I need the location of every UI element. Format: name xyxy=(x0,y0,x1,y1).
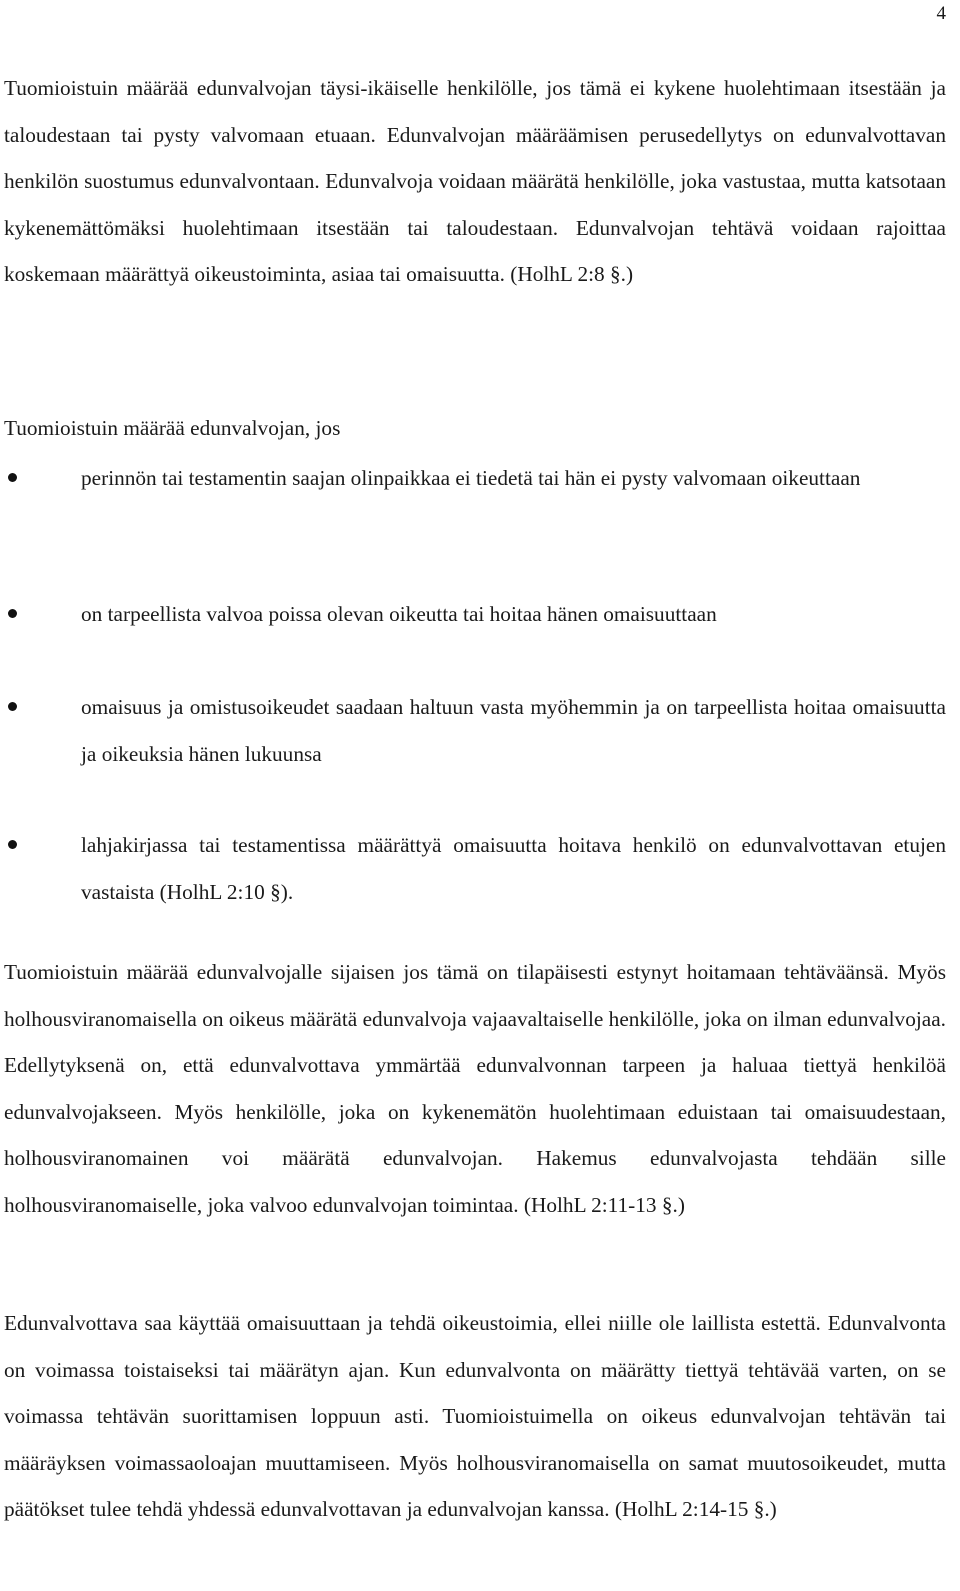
list-item xyxy=(0,455,946,502)
list-item xyxy=(0,591,946,638)
list-item xyxy=(0,822,946,915)
list-item xyxy=(0,684,946,777)
paragraph-guardian-appointment: Tuomioistuin määrää edunvalvojan täysi-ikäiselle henkilölle, jos tämä ei kykene huolehtimaan itsestään ja taloudestaan tai pysty valvomaan etuaan. Edunvalvojan määräämisen perusedellytys on edunvalvottavan henkilön suostumus edunvalvontaan. Edunvalvoja voidaan määrätä henkilölle, joka vastustaa, mutta katsotaan kykenemättömäksi huolehtimaan itsestään tai taloudestaan. Edunvalvojan tehtävä voidaan rajoittaa koskemaan määrättyä oikeustoiminta, asiaa tai omaisuutta. (HolhL 2:8 §.) xyxy=(4,76,946,286)
list-item-text: lahjakirjassa tai testamentissa määrättyä omaisuutta hoitava henkilö on edunvalvottavan etujen vastaista (HolhL 2:10 §). xyxy=(81,833,946,904)
paragraph-substitute-guardian: Tuomioistuin määrää edunvalvojalle sijaisen jos tämä on tilapäisesti estynyt hoitamaan tehtäväänsä. Myös holhousviranomaisella on oikeus määrätä edunvalvoja vajaavaltaiselle henkilölle, joka on ilman edunvalvojaa. Edellytyksenä on, että edunvalvottava ymmärtää edunvalvonnan tarpeen ja haluaa tiettyä henkilöä edunvalvojakseen. Myös henkilölle, joka on kykenemätön huolehtimaan eduistaan tai omaisuudestaan, holhousviranomainen voi määrätä edunvalvojan. Hakemus edunvalvojasta tehdään sille holhousviranomaiselle, joka valvoo edunvalvojan toimintaa. (HolhL 2:11-13 §.) xyxy=(4,960,946,1217)
list-item-text: on tarpeellista valvoa poissa olevan oikeutta tai hoitaa hänen omaisuuttaan xyxy=(81,602,717,626)
paragraph-guardianship-validity: Edunvalvottava saa käyttää omaisuuttaan ja tehdä oikeustoimia, ellei niille ole laillista estettä. Edunvalvonta on voimassa toistaiseksi tai määrätyn ajan. Kun edunvalvonta on määrätty tiettyä tehtävää varten, on se voimassa tehtävän suorittamisen loppuun asti. Tuomioistuimella on oikeus edunvalvojan tehtävän tai määräyksen voimassaoloajan muuttamiseen. Myös holhousviranomaisella on samat muutosoikeudet, mutta päätökset tulee tehdä yhdessä edunvalvottavan ja edunvalvojan kanssa. (HolhL 2:14-15 §.) xyxy=(4,1311,946,1521)
bullet-icon xyxy=(8,609,17,618)
paragraph-list-intro: Tuomioistuin määrää edunvalvojan, jos xyxy=(4,416,341,440)
list-item-text: perinnön tai testamentin saajan olinpaikkaa ei tiedetä tai hän ei pysty valvomaan oikeuttaan xyxy=(81,466,861,490)
appointment-conditions-list xyxy=(0,455,946,915)
bullet-icon xyxy=(8,473,17,482)
bullet-icon xyxy=(8,702,17,711)
page-number: 4 xyxy=(936,3,946,24)
list-item-text: omaisuus ja omistusoikeudet saadaan haltuun vasta myöhemmin ja on tarpeellista hoitaa omaisuutta ja oikeuksia hänen lukuunsa xyxy=(81,695,946,766)
bullet-icon xyxy=(8,840,17,849)
